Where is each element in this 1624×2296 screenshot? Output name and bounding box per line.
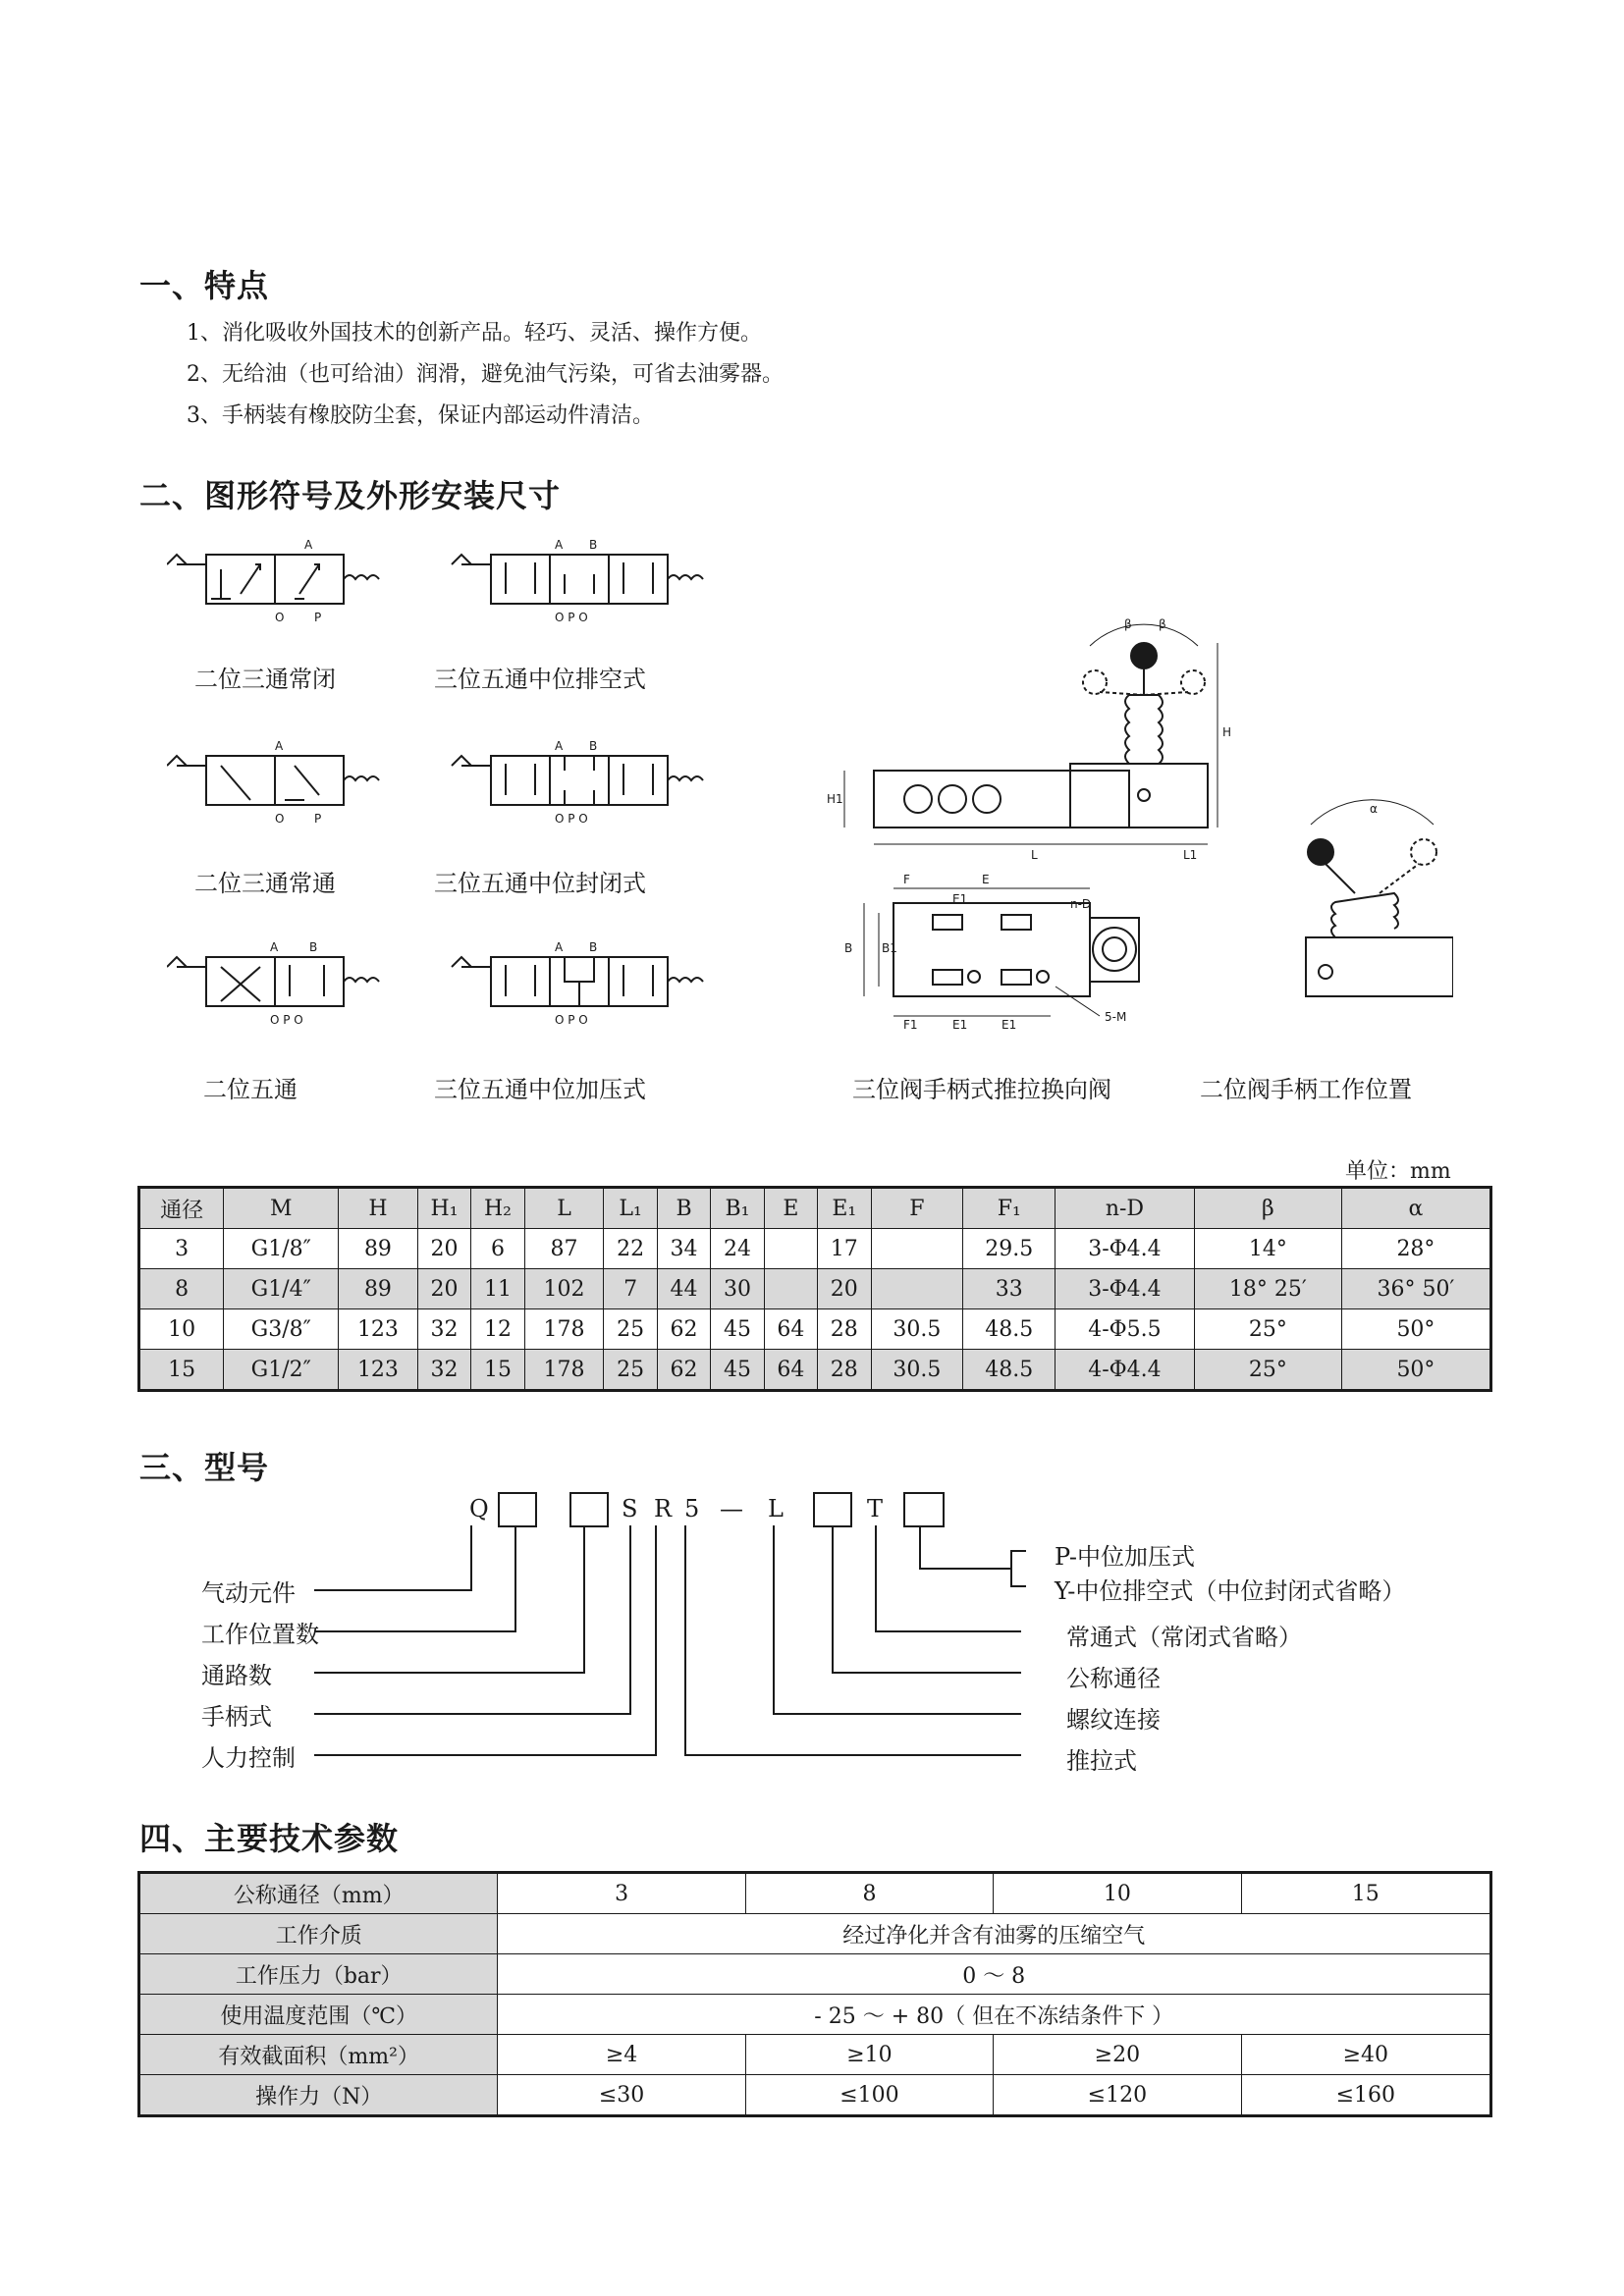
table-cell: 15 xyxy=(471,1350,524,1391)
model-code-char: 5 xyxy=(684,1495,700,1522)
svg-text:A: A xyxy=(555,940,564,954)
table-row xyxy=(139,2035,1491,2075)
table-cell: 17 xyxy=(818,1229,871,1269)
table-cell: 3 xyxy=(139,1229,224,1269)
svg-text:B: B xyxy=(589,538,598,552)
svg-text:E1: E1 xyxy=(1001,1018,1017,1031)
svg-text:α: α xyxy=(1370,802,1378,816)
table-cell: 89 xyxy=(339,1269,418,1309)
table-cell: 123 xyxy=(339,1350,418,1391)
table-cell xyxy=(764,1229,817,1269)
table-cell: 28 xyxy=(818,1350,871,1391)
table-cell: 62 xyxy=(657,1350,710,1391)
table-row xyxy=(139,1229,1491,1269)
svg-text:O P O: O P O xyxy=(270,1013,303,1027)
table-header-cell: H xyxy=(339,1188,418,1229)
svg-text:H1: H1 xyxy=(827,792,843,806)
section-title-features: 一、特点 xyxy=(139,267,270,304)
unit-label: 单位：mm xyxy=(1345,1159,1451,1184)
model-right-label: 公称通径 xyxy=(1066,1665,1161,1692)
svg-text:B: B xyxy=(844,941,853,955)
svg-text:P: P xyxy=(314,812,322,826)
table-cell: 24 xyxy=(711,1229,764,1269)
table-cell: 30.5 xyxy=(871,1309,963,1350)
valve-symbol-2-3-nc xyxy=(167,538,379,624)
valve-symbol-3-5-pressure xyxy=(452,940,703,1027)
table-header-cell: E₁ xyxy=(818,1188,871,1229)
feature-item: 3、手柄装有橡胶防尘套，保证内部运动件清洁。 xyxy=(187,403,654,428)
table-cell: 15 xyxy=(1241,1873,1490,1914)
param-label: 公称通径（mm） xyxy=(139,1873,498,1914)
valve-symbols-diagram xyxy=(167,535,717,1045)
svg-text:E1: E1 xyxy=(952,892,968,906)
symbol-caption: 三位五通中位封闭式 xyxy=(434,870,646,897)
svg-text:O P O: O P O xyxy=(555,611,588,624)
table-cell: ≤120 xyxy=(994,2075,1241,2116)
table-cell: 28 xyxy=(818,1309,871,1350)
table-row xyxy=(139,1873,1491,1914)
model-right-label: Y-中位排空式（中位封闭式省略） xyxy=(1055,1577,1406,1605)
symbol-caption: 三位五通中位排空式 xyxy=(434,666,646,693)
table-cell: ≤160 xyxy=(1241,2075,1490,2116)
symbol-caption: 三位五通中位加压式 xyxy=(434,1076,646,1103)
table-header-cell: α xyxy=(1341,1188,1490,1229)
table-header-cell: H₂ xyxy=(471,1188,524,1229)
valve-symbol-2-3-no xyxy=(167,739,379,826)
svg-text:E: E xyxy=(982,873,990,886)
table-cell: ≤100 xyxy=(745,2075,993,2116)
param-label: 工作介质 xyxy=(139,1914,498,1954)
table-cell: 178 xyxy=(524,1309,604,1350)
table-cell: 20 xyxy=(818,1269,871,1309)
param-label: 工作压力（bar） xyxy=(139,1954,498,1995)
table-cell: 25° xyxy=(1194,1350,1341,1391)
table-cell: 14° xyxy=(1194,1229,1341,1269)
table-header-cell: n-D xyxy=(1056,1188,1195,1229)
param-label: 操作力（N） xyxy=(139,2075,498,2116)
svg-text:β: β xyxy=(1124,617,1132,631)
table-row xyxy=(139,1269,1491,1309)
table-cell: 8 xyxy=(139,1269,224,1309)
svg-text:P: P xyxy=(314,611,322,624)
param-label: 有效截面积（mm²） xyxy=(139,2035,498,2075)
table-header-cell: L₁ xyxy=(604,1188,657,1229)
model-code-char: R xyxy=(654,1495,673,1522)
table-cell: ≥40 xyxy=(1241,2035,1490,2075)
model-code-char: — xyxy=(720,1495,743,1522)
table-cell: 123 xyxy=(339,1309,418,1350)
table-cell: 50° xyxy=(1341,1309,1490,1350)
svg-text:A: A xyxy=(304,538,313,552)
table-cell: 10 xyxy=(994,1873,1241,1914)
model-right-label: 螺纹连接 xyxy=(1066,1706,1161,1734)
valve-symbol-2-5 xyxy=(167,940,379,1027)
table-row xyxy=(139,1309,1491,1350)
table-cell: 22 xyxy=(604,1229,657,1269)
svg-text:A: A xyxy=(275,739,284,753)
table-cell: 45 xyxy=(711,1350,764,1391)
model-left-label: 人力控制 xyxy=(201,1744,296,1772)
table-cell: 25 xyxy=(604,1350,657,1391)
table-cell: 25 xyxy=(604,1309,657,1350)
table-header-cell: M xyxy=(224,1188,339,1229)
feature-item: 2、无给油（也可给油）润滑，避免油气污染，可省去油雾器。 xyxy=(187,362,784,387)
table-cell: 50° xyxy=(1341,1350,1490,1391)
table-cell: 4-Φ5.5 xyxy=(1056,1309,1195,1350)
table-cell: G1/8″ xyxy=(224,1229,339,1269)
section-title-model: 三、型号 xyxy=(139,1449,270,1486)
model-right-label: 常通式（常闭式省略） xyxy=(1066,1624,1302,1651)
svg-text:F1: F1 xyxy=(903,1018,918,1031)
model-left-label: 手柄式 xyxy=(201,1703,272,1731)
svg-text:A: A xyxy=(270,940,279,954)
svg-text:E1: E1 xyxy=(952,1018,968,1031)
table-header-cell: H₁ xyxy=(417,1188,470,1229)
dimension-table xyxy=(137,1186,1492,1392)
model-left-label: 通路数 xyxy=(201,1662,272,1689)
table-cell: 29.5 xyxy=(963,1229,1056,1269)
table-cell: 3 xyxy=(498,1873,745,1914)
table-cell: 36° 50′ xyxy=(1341,1269,1490,1309)
table-cell: 12 xyxy=(471,1309,524,1350)
table-cell: G1/2″ xyxy=(224,1350,339,1391)
drawing-caption: 三位阀手柄式推拉换向阀 xyxy=(852,1076,1111,1103)
section-title-params: 四、主要技术参数 xyxy=(139,1820,400,1857)
table-cell: 8 xyxy=(745,1873,993,1914)
table-cell: G1/4″ xyxy=(224,1269,339,1309)
valve-dimension-drawing xyxy=(805,599,1453,1031)
table-cell: 44 xyxy=(657,1269,710,1309)
table-cell: 7 xyxy=(604,1269,657,1309)
model-code-char: Q xyxy=(469,1495,489,1522)
model-left-label: 工作位置数 xyxy=(201,1621,319,1648)
table-row xyxy=(139,2075,1491,2116)
table-cell: 89 xyxy=(339,1229,418,1269)
table-cell: 32 xyxy=(417,1309,470,1350)
table-header-cell: L xyxy=(524,1188,604,1229)
table-header-cell: B₁ xyxy=(711,1188,764,1229)
model-code-char: T xyxy=(867,1495,884,1522)
table-cell: 11 xyxy=(471,1269,524,1309)
table-cell xyxy=(871,1229,963,1269)
table-cell xyxy=(764,1269,817,1309)
table-cell: 25° xyxy=(1194,1309,1341,1350)
table-cell: 6 xyxy=(471,1229,524,1269)
table-cell: ≤30 xyxy=(498,2075,745,2116)
table-cell: 28° xyxy=(1341,1229,1490,1269)
table-cell: 3-Φ4.4 xyxy=(1056,1229,1195,1269)
table-cell: 0 ～ 8 xyxy=(498,1954,1491,1995)
table-row xyxy=(139,1995,1491,2035)
table-cell xyxy=(871,1269,963,1309)
table-header-cell: F xyxy=(871,1188,963,1229)
model-right-label: 推拉式 xyxy=(1066,1747,1137,1775)
table-cell: 87 xyxy=(524,1229,604,1269)
svg-text:L: L xyxy=(1031,848,1038,862)
svg-text:O: O xyxy=(275,611,285,624)
table-cell: G3/8″ xyxy=(224,1309,339,1350)
table-header-cell: F₁ xyxy=(963,1188,1056,1229)
table-cell: 33 xyxy=(963,1269,1056,1309)
svg-text:B1: B1 xyxy=(882,941,897,955)
svg-text:L1: L1 xyxy=(1183,848,1198,862)
model-right-label: P-中位加压式 xyxy=(1055,1543,1195,1571)
svg-text:B: B xyxy=(589,940,598,954)
svg-text:O P O: O P O xyxy=(555,1013,588,1027)
model-code-char: L xyxy=(768,1495,784,1522)
svg-text:F: F xyxy=(903,873,910,886)
svg-text:n-D: n-D xyxy=(1070,897,1092,911)
symbol-caption: 二位五通 xyxy=(203,1076,298,1103)
table-cell: 20 xyxy=(417,1269,470,1309)
table-cell: ≥10 xyxy=(745,2035,993,2075)
svg-text:A: A xyxy=(555,538,564,552)
symbol-caption: 二位三通常通 xyxy=(194,870,336,897)
svg-text:O: O xyxy=(275,812,285,826)
table-cell: 62 xyxy=(657,1309,710,1350)
table-header-cell: β xyxy=(1194,1188,1341,1229)
table-cell: ≥4 xyxy=(498,2035,745,2075)
table-cell: 4-Φ4.4 xyxy=(1056,1350,1195,1391)
table-cell: 20 xyxy=(417,1229,470,1269)
model-code-char: S xyxy=(622,1495,638,1522)
table-cell: 30.5 xyxy=(871,1350,963,1391)
table-cell: 64 xyxy=(764,1309,817,1350)
svg-text:O P O: O P O xyxy=(555,812,588,826)
table-cell: 30 xyxy=(711,1269,764,1309)
svg-text:5-M: 5-M xyxy=(1105,1010,1127,1024)
table-row xyxy=(139,1350,1491,1391)
table-cell: - 25 ～ + 80（ 但在不冻结条件下 ） xyxy=(498,1995,1491,2035)
table-row xyxy=(139,1914,1491,1954)
param-label: 使用温度范围（℃） xyxy=(139,1995,498,2035)
table-cell: 15 xyxy=(139,1350,224,1391)
model-left-label: 气动元件 xyxy=(201,1579,296,1607)
symbol-caption: 二位三通常闭 xyxy=(194,666,336,693)
table-header-cell: E xyxy=(764,1188,817,1229)
table-cell: 64 xyxy=(764,1350,817,1391)
table-cell: 3-Φ4.4 xyxy=(1056,1269,1195,1309)
svg-text:B: B xyxy=(589,739,598,753)
valve-symbol-3-5-exhaust xyxy=(452,538,703,624)
table-header-cell: B xyxy=(657,1188,710,1229)
table-header-row xyxy=(139,1188,1491,1229)
table-cell: 48.5 xyxy=(963,1309,1056,1350)
svg-text:β: β xyxy=(1159,617,1166,631)
svg-text:B: B xyxy=(309,940,318,954)
table-cell: 32 xyxy=(417,1350,470,1391)
table-cell: 102 xyxy=(524,1269,604,1309)
table-header-cell: 通径 xyxy=(139,1188,224,1229)
table-cell: 经过净化并含有油雾的压缩空气 xyxy=(498,1914,1491,1954)
params-table xyxy=(137,1871,1492,2117)
drawing-caption: 二位阀手柄工作位置 xyxy=(1200,1076,1412,1103)
table-cell: 10 xyxy=(139,1309,224,1350)
table-cell: 48.5 xyxy=(963,1350,1056,1391)
table-cell: 18° 25′ xyxy=(1194,1269,1341,1309)
svg-text:H: H xyxy=(1222,725,1232,739)
table-cell: ≥20 xyxy=(994,2035,1241,2075)
section-title-symbols: 二、图形符号及外形安装尺寸 xyxy=(139,477,562,514)
feature-item: 1、消化吸收外国技术的创新产品。轻巧、灵活、操作方便。 xyxy=(187,321,762,346)
table-cell: 178 xyxy=(524,1350,604,1391)
table-row xyxy=(139,1954,1491,1995)
valve-symbol-3-5-closed xyxy=(452,739,703,826)
table-cell: 45 xyxy=(711,1309,764,1350)
svg-text:A: A xyxy=(555,739,564,753)
model-leader-lines xyxy=(314,1522,1060,1777)
table-cell: 34 xyxy=(657,1229,710,1269)
